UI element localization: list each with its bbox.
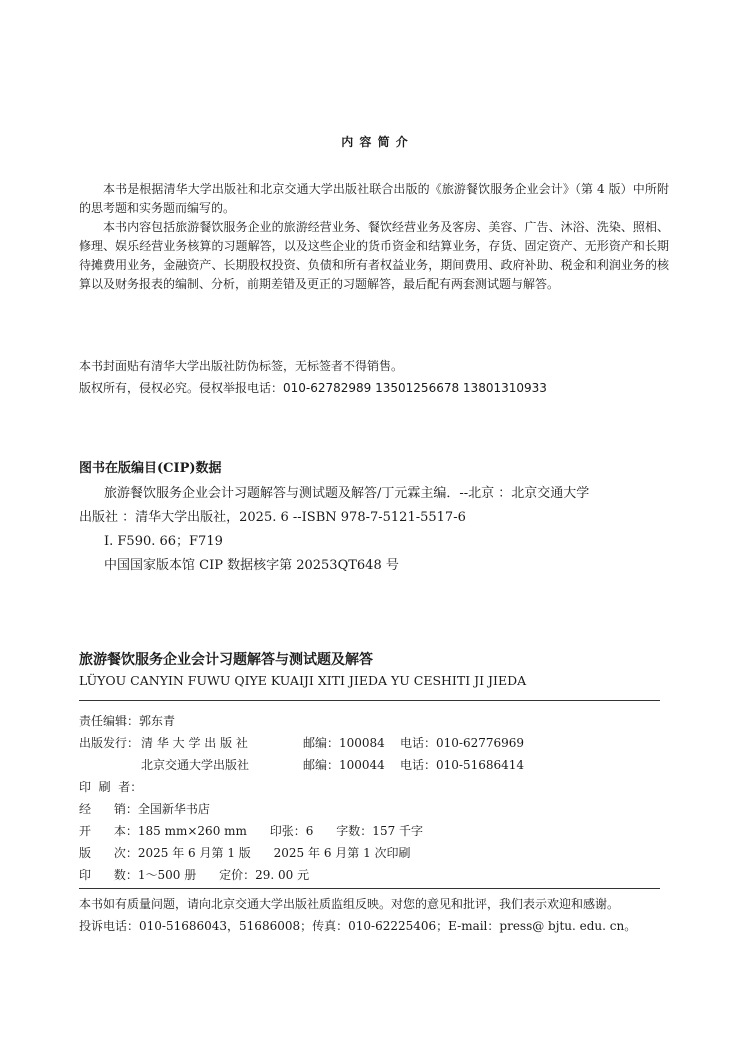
anti-counterfeit-notice: 本书封面贴有清华大学出版社防伪标签，无标签者不得销售。 (79, 359, 404, 373)
edition-line: 版 次：2025 年 6 月第 1 版 2025 年 6 月第 1 次印刷 (79, 846, 411, 860)
printer-line: 印 刷 者： (79, 780, 143, 794)
cip-line-2: 出版社 ：清华大学出版社，2025. 6 --ISBN 978-7-5121-5517-6 (79, 510, 466, 525)
print-run-line: 印 数：1～500 册 定价：29. 00 元 (79, 868, 310, 882)
summary-paragraph-2: 本书内容包括旅游餐饮服务企业的旅游经营业务、餐饮经营业务及客房、美容、广告、沐浴、洗染、照相、修理、娱乐经营业务核算的习题解答，以及这些企业的货币资金和结算业务，存货、固定资产、无形资产和长期待摊费用业务，金融资产、长期股权投资、负债和所有者权益业务，期间费用、政府补助、税金和利润业务的核算以及财务报表的编制、分析，前期差错及更正的习题解答，最后配有两套测试题与解答。 (79, 220, 669, 291)
publisher-1: 清 华 大 学 出 版 社 (141, 736, 248, 750)
distributor-line: 经 销：全国新华书店 (79, 802, 210, 816)
copyright-notice: 版权所有，侵权必究。侵权举报电话：010-62782989 13501256678 13801310933 (79, 381, 547, 395)
book-title-chinese: 旅游餐饮服务企业会计习题解答与测试题及解答 (79, 652, 373, 668)
complaint-contact: 投诉电话：010-51686043，51686008；传真：010-62225406；E-mail：press@ bjtu. edu. cn。 (79, 919, 637, 933)
book-title-pinyin: LÜYOU CANYIN FUWU QIYE KUAIJI XITI JIEDA YU CESHITI JI JIEDA (79, 673, 527, 688)
divider-bottom (79, 888, 660, 889)
cip-line-4: 中国国家版本馆 CIP 数据核字第 20253QT648 号 (104, 558, 399, 573)
cip-heading: 图书在版编目(CIP)数据 (79, 461, 222, 476)
publisher-2: 北京交通大学出版社 (141, 758, 250, 772)
editor-line: 责任编辑：郭东青 (79, 714, 176, 728)
phone-2: 电话：010-51686414 (400, 758, 525, 772)
postcode-1: 邮编：100084 (303, 736, 385, 750)
publisher-label: 出版发行： (79, 736, 140, 750)
postcode-2: 邮编：100044 (303, 758, 385, 772)
phone-1: 电话：010-62776969 (400, 736, 525, 750)
cip-line-3: Ⅰ. F590. 66；F719 (104, 534, 223, 549)
cip-line-1: 旅游餐饮服务企业会计习题解答与测试题及解答/丁元霖主编．--北京 ：北京交通大学 (104, 486, 590, 501)
summary-title: 内 容 简 介 (341, 135, 409, 149)
divider-top (79, 700, 660, 701)
quality-feedback-notice: 本书如有质量问题，请向北京交通大学出版社质监组反映。对您的意见和批评，我们表示欢迎和感谢。 (79, 897, 620, 911)
format-line: 开 本：185 mm×260 mm 印张：6 字数：157 千字 (79, 824, 424, 838)
summary-paragraph-1: 本书是根据清华大学出版社和北京交通大学出版社联合出版的《旅游餐饮服务企业会计》（第 4 版）中所附的思考题和实务题而编写的。 (79, 182, 669, 215)
